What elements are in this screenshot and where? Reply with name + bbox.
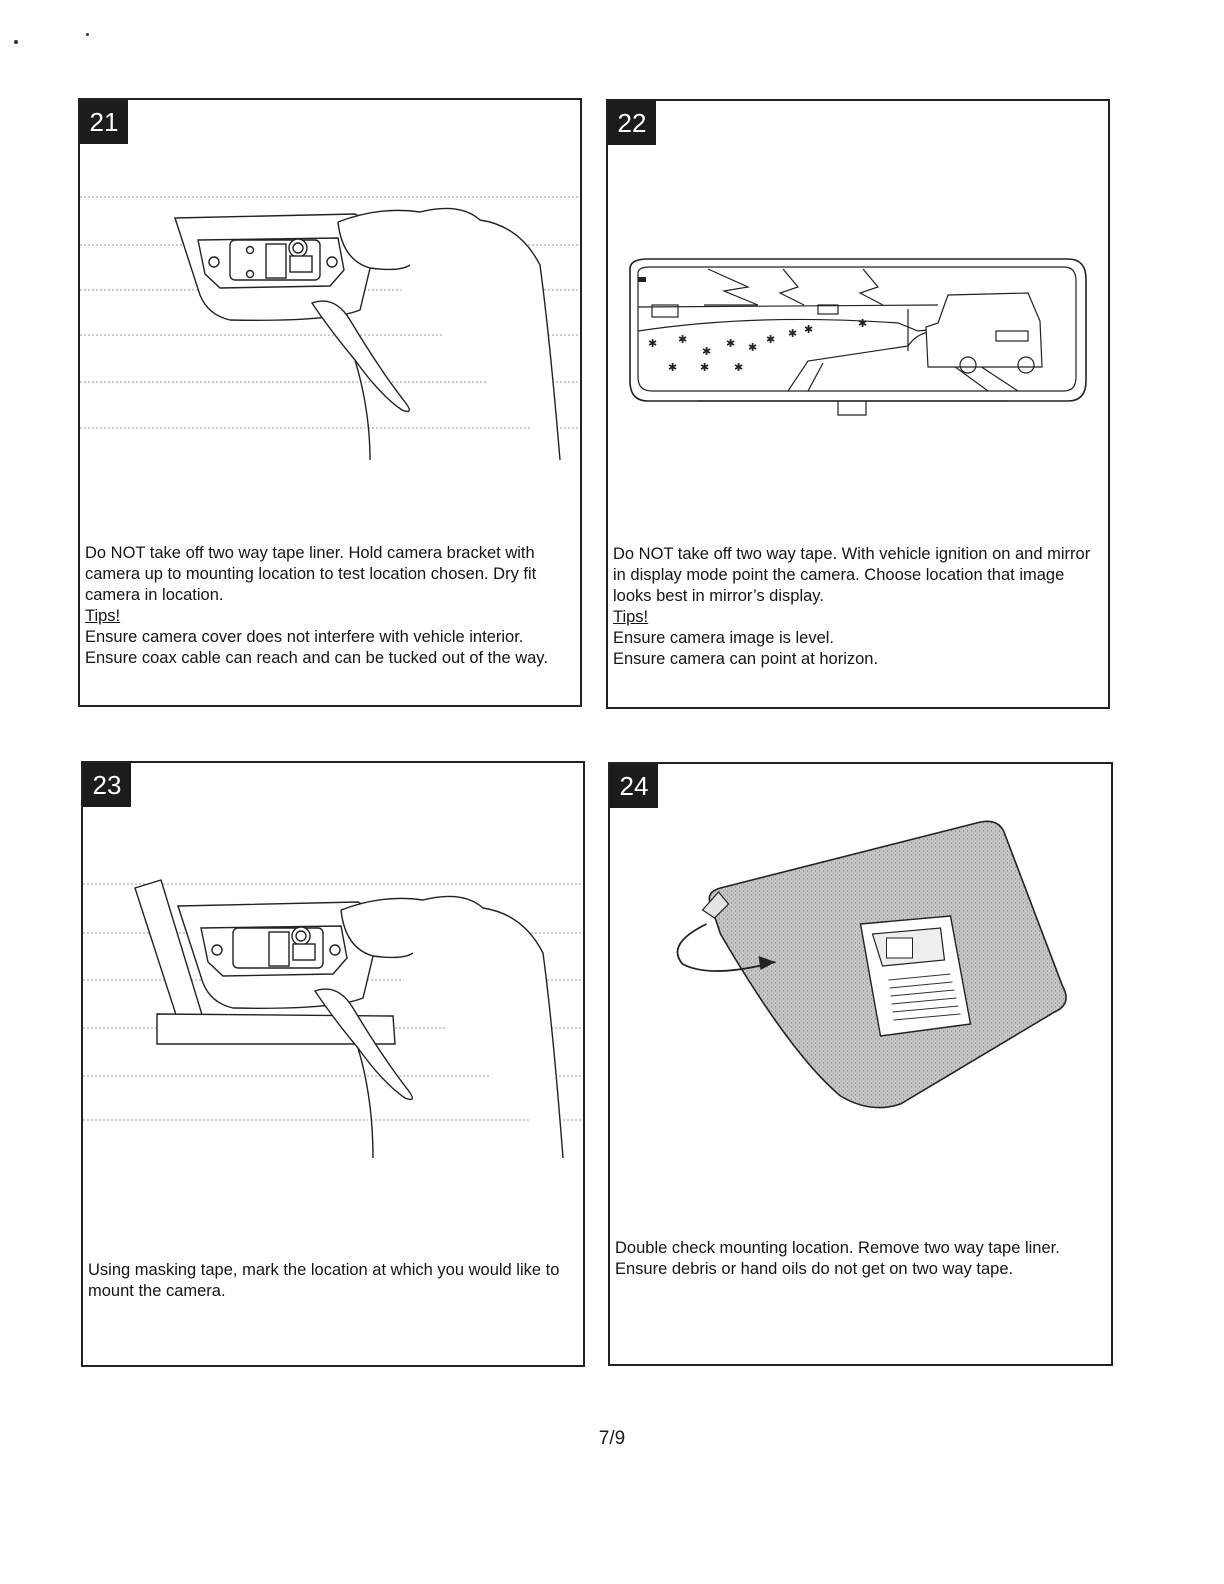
svg-text:✱: ✱	[766, 333, 776, 346]
svg-text:✱: ✱	[726, 337, 736, 350]
step-number-badge: 21	[80, 100, 128, 144]
svg-text:✱: ✱	[804, 323, 814, 336]
instruction-text: Do NOT take off two way tape. With vehicle ignition on and mirror in display mode point the camera. Choose location that image looks best in mirror’s display.	[613, 545, 1091, 605]
svg-text:✱: ✱	[748, 341, 758, 354]
instruction-text: Do NOT take off two way tape liner. Hold camera bracket with camera up to mounting location to test location chosen. Dry fit camera in location.	[85, 544, 537, 604]
step-number-badge: 24	[610, 764, 658, 808]
tips-label: Tips!	[613, 608, 649, 626]
step-21-panel	[78, 98, 582, 707]
svg-text:✱: ✱	[668, 361, 678, 374]
mirror-display-illustration	[608, 251, 1108, 441]
step-23-text	[88, 1260, 575, 1302]
svg-text:✱: ✱	[734, 361, 744, 374]
tip-line: Ensure camera can point at horizon.	[613, 650, 879, 668]
masking-tape-illustration	[83, 858, 583, 1178]
step-24-panel	[608, 762, 1113, 1366]
step-22-text	[613, 544, 1100, 670]
step-22-panel	[606, 99, 1110, 709]
instruction-text: Double check mounting location. Remove two way tape liner. Ensure debris or hand oils do not get on two way tape.	[615, 1239, 1060, 1278]
scan-speck	[86, 33, 89, 36]
scan-speck	[14, 40, 18, 44]
tip-line: Ensure camera cover does not interfere with vehicle interior.	[85, 628, 524, 646]
svg-text:✱: ✱	[702, 345, 712, 358]
two-way-tape-illustration	[610, 814, 1111, 1124]
step-number-badge: 22	[608, 101, 656, 145]
step-21-text	[85, 543, 572, 669]
camera-dry-fit-illustration	[80, 170, 580, 500]
svg-text:✱: ✱	[648, 337, 658, 350]
step-number-badge: 23	[83, 763, 131, 807]
tips-label: Tips!	[85, 607, 121, 625]
tip-line: Ensure coax cable can reach and can be tucked out of the way.	[85, 649, 548, 667]
page-number: 7/9	[598, 1428, 626, 1449]
svg-text:✱: ✱	[700, 361, 710, 374]
step-23-panel	[81, 761, 585, 1367]
svg-text:✱: ✱	[788, 327, 798, 340]
svg-text:✱: ✱	[678, 333, 688, 346]
step-24-text	[615, 1238, 1103, 1280]
instruction-text: Using masking tape, mark the location at which you would like to mount the camera.	[88, 1261, 560, 1300]
svg-text:✱: ✱	[858, 317, 868, 330]
tip-line: Ensure camera image is level.	[613, 629, 835, 647]
